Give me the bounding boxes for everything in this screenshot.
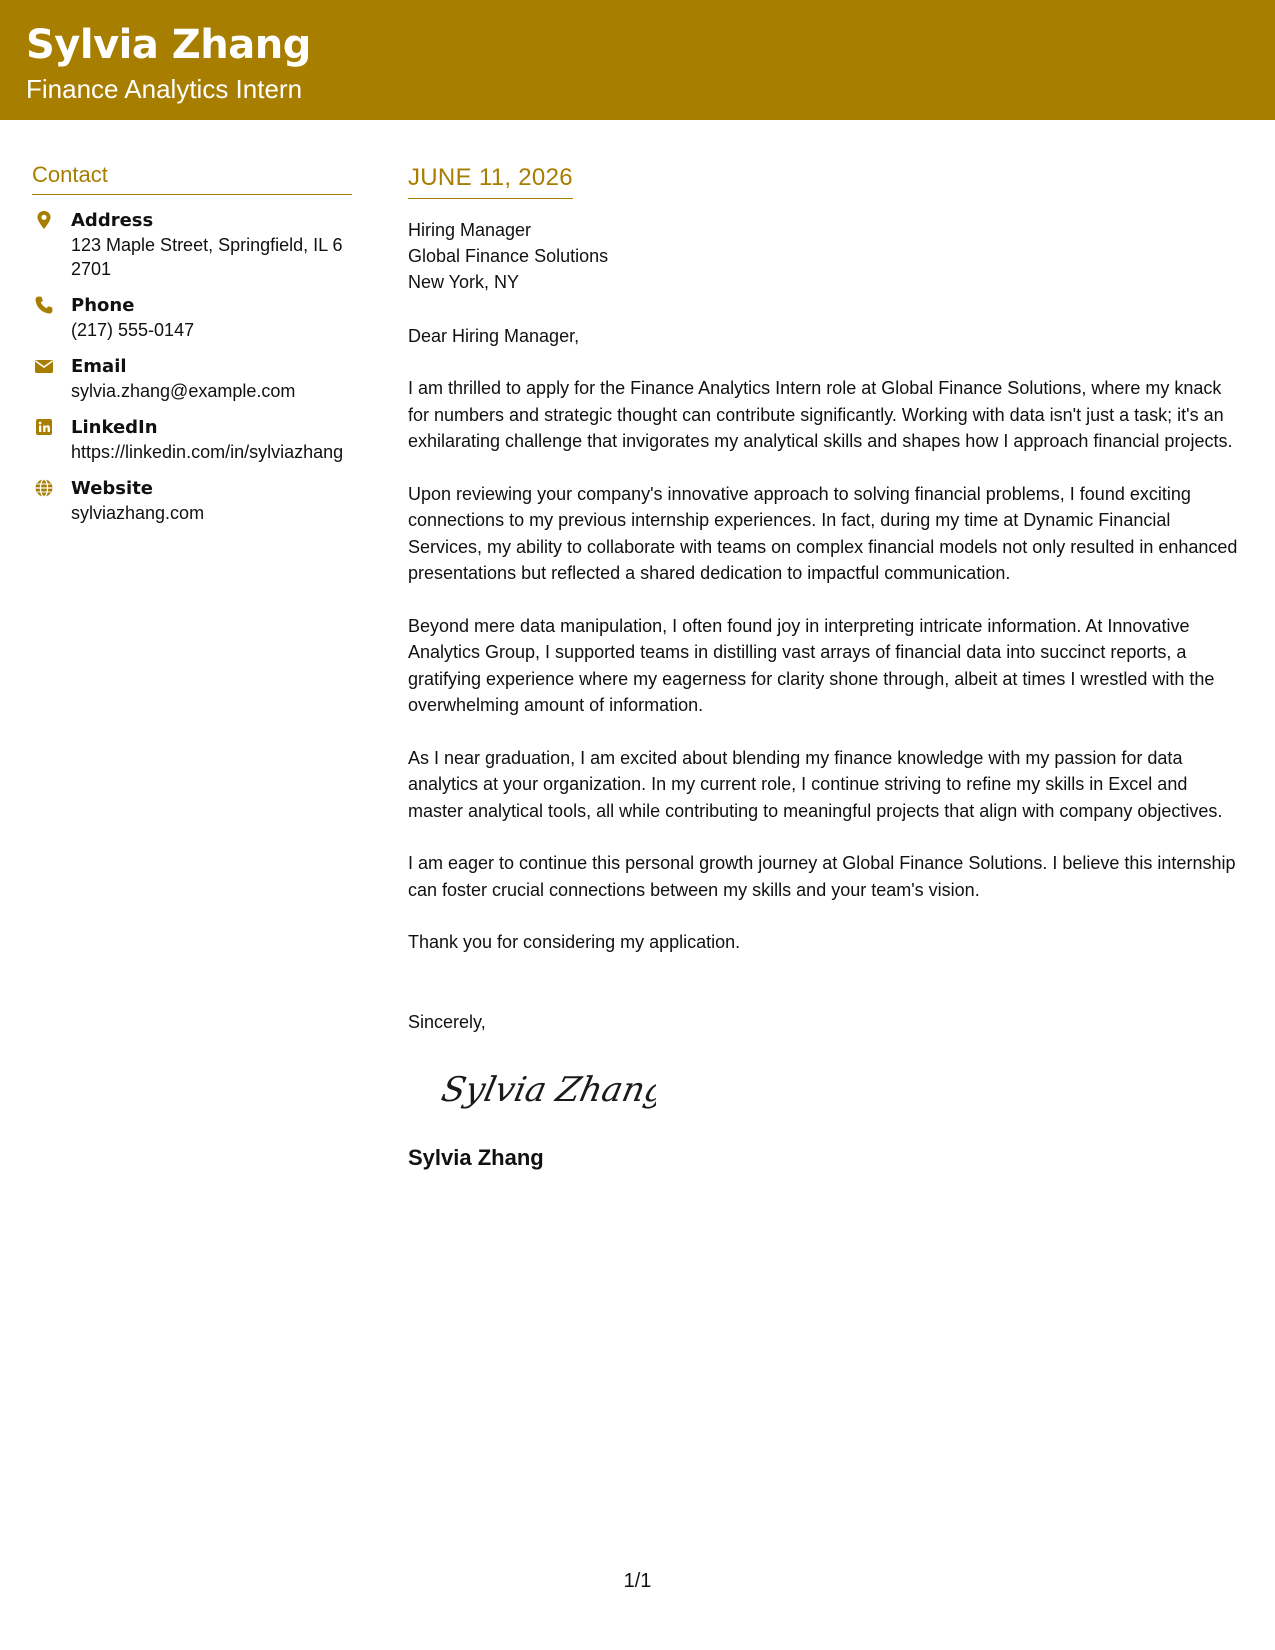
- contact-item-website: [32, 477, 352, 525]
- contact-item-phone: [32, 294, 352, 342]
- letter-paragraph: As I near graduation, I am excited about blending my finance knowledge with my passion for data analytics at your organization. In my current role, I continue striving to refine my skills in Excel and master analytical tools, all while contributing to meaningful projects that align with company objectives.: [408, 747, 1223, 821]
- header-banner: [0, 0, 1275, 120]
- signature-glyphs: Sylvia Zhang: [438, 1069, 656, 1110]
- contact-label: Website: [71, 478, 154, 499]
- contact-item-address: [32, 209, 352, 281]
- contact-item-linkedin: [32, 416, 352, 464]
- phone-icon: [34, 295, 54, 315]
- linkedin-icon: [34, 417, 54, 437]
- recipient-block: [408, 217, 1238, 295]
- contact-value[interactable]: https://linkedin.com/in/sylviazhang: [71, 442, 344, 462]
- applicant-role: Finance Analytics Intern: [26, 74, 303, 104]
- contact-heading: Contact: [32, 162, 352, 195]
- letter-paragraph: Beyond mere data manipulation, I often found joy in interpreting intricate information. At Innovative Analytics Group, I supported teams in distilling vast arrays of financial data into succinct reports, a gratifying experience where my eagerness for clarity shone through, albeit at times I wrestled with the overwhelming amount of information.: [408, 615, 1215, 715]
- page-number: 1/1: [623, 1570, 652, 1592]
- letter-date: JUNE 11, 2026: [408, 164, 573, 199]
- contact-label: Email: [71, 356, 127, 377]
- contact-item-email: [32, 355, 352, 403]
- contact-value[interactable]: sylviazhang.com: [71, 503, 205, 523]
- letter-body: [408, 164, 1238, 1171]
- letter-paragraph: Thank you for considering my application.: [408, 932, 741, 952]
- salutation: Dear Hiring Manager,: [408, 326, 580, 346]
- letter-paragraph: I am thrilled to apply for the Finance Analytics Intern role at Global Finance Solutions, where my knack for numbers and strategic thought can contribute significantly. Working with data isn't just a task; it's an exhilarating challenge that invigorates my analytical skills and shapes how I approach financial projects.: [408, 378, 1233, 451]
- handwritten-signature: [436, 1063, 1238, 1119]
- contact-label: Phone: [71, 295, 135, 316]
- recipient-line: Global Finance Solutions: [408, 246, 609, 266]
- signature-image: [436, 1063, 656, 1119]
- contact-sidebar: [32, 162, 352, 525]
- contact-label: Address: [71, 210, 154, 231]
- location-pin-icon: [34, 210, 54, 230]
- recipient-line: Hiring Manager: [408, 220, 532, 240]
- letter-paragraph: Upon reviewing your company's innovative approach to solving financial problems, I found exciting connections to my previous internship experiences. In fact, during my time at Dynamic Financial Services, my ability to collaborate with teams on complex financial models not only resulted in enhanced presentations but reflected a shared dedication to impactful communication.: [408, 483, 1238, 583]
- contact-value: 123 Maple Street, Springfield, IL 62701: [71, 235, 343, 279]
- recipient-line: New York, NY: [408, 272, 520, 292]
- contact-value[interactable]: sylvia.zhang@example.com: [71, 381, 296, 401]
- letter-paragraph: I am eager to continue this personal growth journey at Global Finance Solutions. I believe this internship can foster crucial connections between my skills and your team's vision.: [408, 853, 1236, 900]
- signer-name: Sylvia Zhang: [408, 1144, 544, 1170]
- contact-value: (217) 555-0147: [71, 320, 195, 340]
- applicant-name: Sylvia Zhang: [26, 22, 311, 68]
- envelope-icon: [34, 356, 54, 376]
- contact-label: LinkedIn: [71, 417, 158, 438]
- closing: Sincerely,: [408, 1011, 486, 1032]
- globe-icon: [34, 478, 54, 498]
